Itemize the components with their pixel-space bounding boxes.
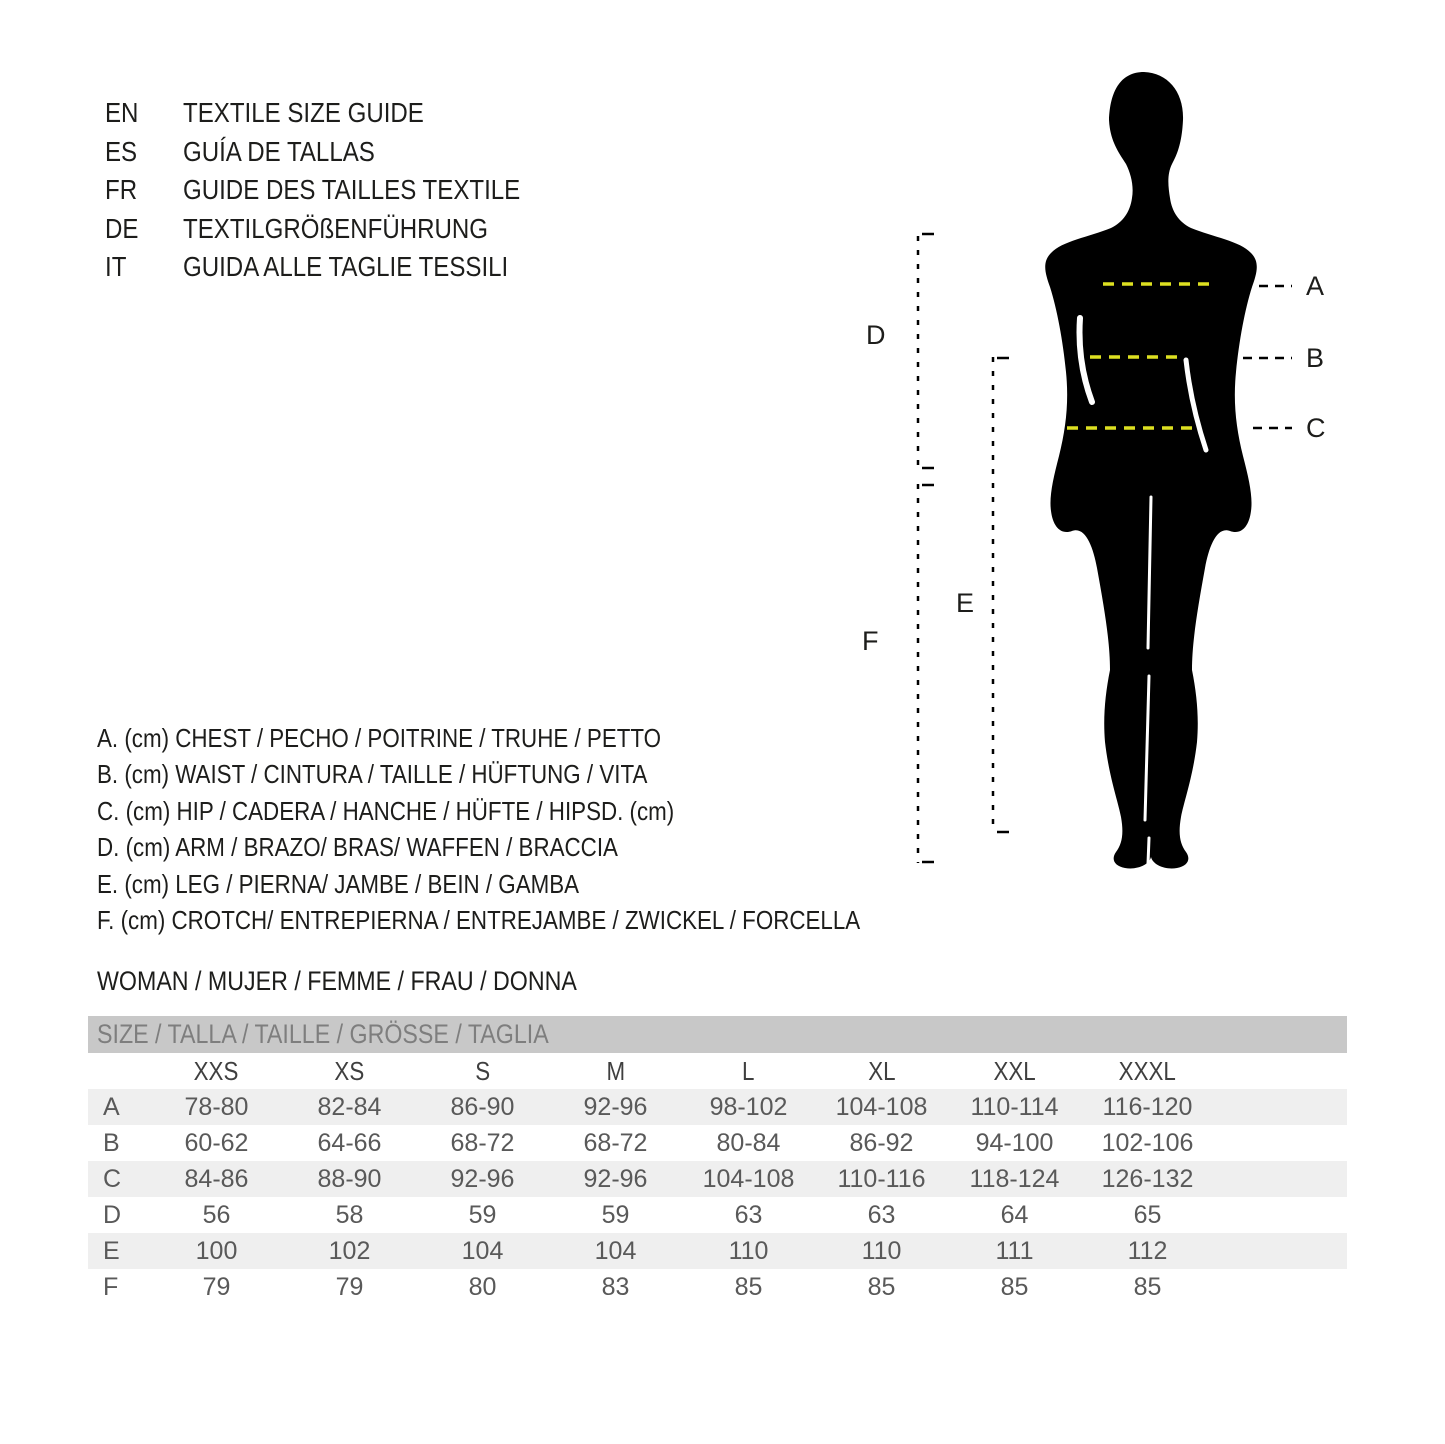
language-row-es	[105, 133, 575, 172]
guide-title-fr: GUIDE DES TAILLES TEXTILE	[183, 174, 521, 206]
size-value-cell: 85	[1000, 1272, 1029, 1301]
table-filler-cell	[1214, 1053, 1347, 1089]
row-label: E	[88, 1233, 150, 1269]
row-label: A	[88, 1089, 150, 1125]
table-filler-cell	[1214, 1197, 1347, 1233]
language-code: IT	[105, 251, 127, 283]
size-value-cell: 85	[867, 1272, 896, 1301]
size-value-cell: 126-132	[1081, 1161, 1214, 1197]
size-value-cell: 118-124	[948, 1161, 1081, 1197]
size-col-header: XXL	[993, 1055, 1036, 1086]
measure-row-d	[88, 1197, 1347, 1233]
size-value-cell: 85	[734, 1272, 763, 1301]
size-value-cell: 92-96	[416, 1161, 549, 1197]
table-filler-cell	[1214, 1233, 1347, 1269]
size-value-cell: 104-108	[682, 1161, 815, 1197]
language-row-it	[105, 248, 575, 287]
gender-section-title-text: WOMAN / MUJER / FEMME / FRAU / DONNA	[97, 966, 577, 996]
guide-title-es: GUÍA DE TALLAS	[183, 135, 375, 167]
woman-silhouette	[1045, 72, 1257, 868]
measure-row-a	[88, 1089, 1347, 1125]
size-value-cell: 63	[734, 1200, 763, 1229]
size-value-cell: 79	[335, 1272, 364, 1301]
measure-row-e	[88, 1233, 1347, 1269]
size-value-cell: 112	[1081, 1233, 1214, 1269]
size-value-cell: 63	[867, 1200, 896, 1229]
language-row-fr	[105, 171, 575, 210]
legend-hip: C. (cm) HIP / CADERA / HANCHE / HÜFTE / HIPSD. (cm)	[97, 795, 675, 826]
language-code: DE	[105, 212, 139, 244]
size-value-cell: 56	[202, 1200, 231, 1229]
guide-title-en: TEXTILE SIZE GUIDE	[183, 97, 424, 129]
size-col-header: XL	[867, 1055, 896, 1086]
size-table-grid	[88, 1053, 1347, 1305]
table-filler-cell	[1214, 1161, 1347, 1197]
size-value-cell: 64-66	[317, 1128, 382, 1157]
size-value-cell: 104-108	[815, 1089, 948, 1125]
size-value-cell: 88-90	[283, 1161, 416, 1197]
legend-crotch: F. (cm) CROTCH/ ENTREPIERNA / ENTREJAMBE / ZWICKEL / FORCELLA	[97, 905, 861, 936]
size-value-cell: 84-86	[150, 1161, 283, 1197]
size-value-cell: 59	[468, 1200, 497, 1229]
size-value-cell: 94-100	[975, 1128, 1054, 1157]
size-value-cell: 82-84	[283, 1089, 416, 1125]
table-filler-cell	[1214, 1125, 1347, 1161]
size-value-cell: 65	[1133, 1200, 1162, 1229]
measure-row-c	[88, 1161, 1347, 1197]
figure-label-a: A	[1306, 271, 1325, 301]
size-header-row	[88, 1053, 1347, 1089]
size-value-cell: 102	[283, 1233, 416, 1269]
row-label: F	[103, 1272, 119, 1301]
size-value-cell: 86-90	[416, 1089, 549, 1125]
size-value-cell: 102-106	[1101, 1128, 1194, 1157]
size-value-cell: 60-62	[184, 1128, 249, 1157]
figure-label-f: F	[862, 626, 879, 656]
row-label: D	[103, 1200, 122, 1229]
size-value-cell: 98-102	[682, 1089, 815, 1125]
size-col-header: XXXL	[1118, 1055, 1177, 1086]
size-value-cell: 58	[335, 1200, 364, 1229]
legend-arm: D. (cm) ARM / BRAZO/ BRAS/ WAFFEN / BRACCIA	[97, 832, 618, 863]
table-filler-cell	[1214, 1089, 1347, 1125]
legend-chest: A. (cm) CHEST / PECHO / POITRINE / TRUHE / PETTO	[97, 722, 662, 753]
size-value-cell: 104	[549, 1233, 682, 1269]
size-value-cell: 68-72	[583, 1128, 648, 1157]
language-title-block	[105, 94, 575, 287]
legend-leg: E. (cm) LEG / PIERNA/ JAMBE / BEIN / GAMBA	[97, 868, 580, 899]
language-code: FR	[105, 174, 138, 206]
language-code: EN	[105, 97, 139, 129]
size-col-header: XS	[334, 1055, 365, 1086]
size-value-cell: 104	[416, 1233, 549, 1269]
size-table	[88, 1016, 1347, 1305]
guide-title-de: TEXTILGRÖßENFÜHRUNG	[183, 212, 489, 244]
size-header-row-spacer	[88, 1053, 150, 1089]
size-value-cell: 111	[948, 1233, 1081, 1269]
legend-waist: B. (cm) WAIST / CINTURA / TAILLE / HÜFTUNG / VITA	[97, 759, 648, 790]
size-value-cell: 80-84	[716, 1128, 781, 1157]
size-value-cell: 110	[815, 1233, 948, 1269]
size-value-cell: 64	[1000, 1200, 1029, 1229]
measure-row-b	[88, 1125, 1347, 1161]
figure-label-c: C	[1306, 413, 1326, 443]
size-value-cell: 110	[682, 1233, 815, 1269]
size-value-cell: 68-72	[450, 1128, 515, 1157]
figure-label-e: E	[956, 588, 975, 618]
guide-title-it: GUIDA ALLE TAGLIE TESSILI	[183, 251, 509, 283]
size-value-cell: 85	[1133, 1272, 1162, 1301]
measure-row-f	[88, 1269, 1347, 1305]
size-value-cell: 86-92	[849, 1128, 914, 1157]
table-filler-cell	[1214, 1269, 1347, 1305]
size-value-cell: 92-96	[549, 1089, 682, 1125]
size-col-header: S	[475, 1055, 490, 1086]
size-value-cell: 78-80	[150, 1089, 283, 1125]
size-value-cell: 79	[202, 1272, 231, 1301]
gender-section-title	[97, 966, 655, 997]
row-label: C	[88, 1161, 150, 1197]
size-value-cell: 110-114	[948, 1089, 1081, 1125]
size-value-cell: 80	[468, 1272, 497, 1301]
size-value-cell: 83	[601, 1272, 630, 1301]
size-value-cell: 59	[601, 1200, 630, 1229]
language-row-en	[105, 94, 575, 133]
row-label: B	[103, 1128, 120, 1157]
measurement-legend	[97, 720, 984, 939]
size-value-cell: 110-116	[815, 1161, 948, 1197]
size-col-header: XXS	[194, 1055, 239, 1086]
language-row-de	[105, 210, 575, 249]
size-table-header-text: SIZE / TALLA / TAILLE / GRÖSSE / TAGLIA	[97, 1019, 549, 1049]
size-col-header: M	[606, 1055, 625, 1086]
size-value-cell: 100	[150, 1233, 283, 1269]
feet-gap	[1148, 838, 1149, 864]
language-code: ES	[105, 135, 138, 167]
size-value-cell: 92-96	[549, 1161, 682, 1197]
size-col-header: L	[742, 1055, 755, 1086]
figure-label-d: D	[866, 320, 886, 350]
figure-label-b: B	[1306, 343, 1325, 373]
size-table-header	[88, 1016, 1347, 1053]
size-value-cell: 116-120	[1081, 1089, 1214, 1125]
